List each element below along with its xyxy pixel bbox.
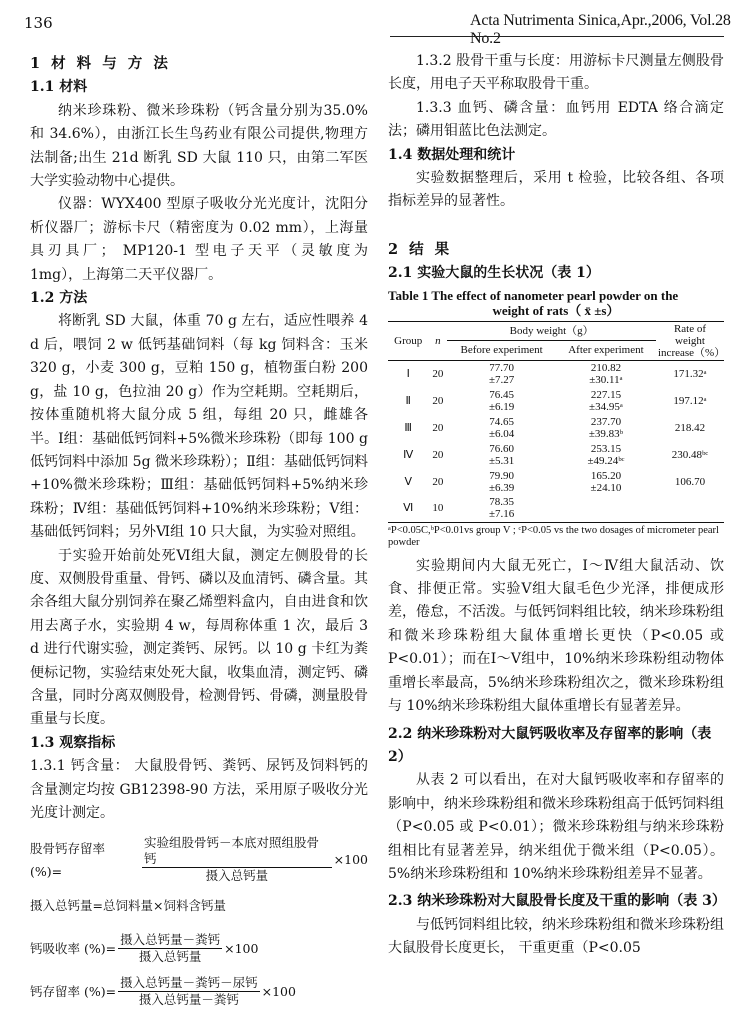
table-cell-n-value: 10	[432, 502, 444, 515]
formula-numerator: 摄入总钙量－粪钙－尿钙	[120, 974, 258, 990]
table-cell-after	[556, 495, 656, 522]
subsection-heading-growth: 2.1 实验大鼠的生长状况（表 1）	[388, 265, 600, 282]
paragraph-statistics: 实验数据整理后，采用 t 检验，比较各组、各项指标差异的显著性。	[388, 170, 724, 210]
formula-numerator: 摄入总钙量－粪钙	[120, 931, 221, 947]
table-cell-before	[447, 414, 556, 441]
paragraph-serum-measure: 1.3.3 血钙、磷含量：血钙用 EDTA 络合滴定法；磷用钼蓝比色法测定。	[388, 99, 724, 140]
table-cell-after-value: ±30.11ᵃ	[589, 373, 623, 386]
table-cell-after	[556, 387, 656, 414]
table-cell-rate	[656, 387, 724, 414]
table-cell-after	[556, 441, 656, 468]
formula-multiplier: ×100	[333, 852, 368, 868]
table-cell-before-value: 76.60	[489, 442, 514, 455]
formula-fraction	[118, 975, 260, 1008]
table-cell-rate	[656, 414, 724, 441]
table-header-rate: Rate of weight increase（%）	[658, 322, 726, 359]
subsection-heading-statistics: 1.4 数据处理和统计	[388, 146, 516, 163]
table-cell-rate-value: 230.48ᵇᶜ	[671, 448, 709, 461]
table-cell-before-value: ±6.04	[488, 427, 515, 440]
table-cell-before	[447, 360, 556, 387]
table-body	[388, 360, 724, 522]
table-cell-after-value: 210.82	[590, 361, 622, 374]
table-cell-group-value: Ⅳ	[403, 448, 414, 461]
table-row	[388, 414, 724, 441]
table-cell-n	[428, 387, 447, 414]
table-row	[388, 468, 724, 495]
table-cell-n	[428, 495, 447, 522]
table-cell-before	[447, 387, 556, 414]
table-cell-rate	[656, 441, 724, 468]
formula-femur-retention	[30, 835, 368, 884]
formula-multiplier: ×100	[261, 983, 296, 999]
table-cell-after-value: 253.15	[590, 442, 622, 455]
table-cell-after	[556, 414, 656, 441]
table-cell-group	[388, 495, 428, 522]
table-cell-after-value: ±39.83ᵇ	[588, 427, 624, 440]
table-cell-group-value: Ⅱ	[405, 394, 411, 407]
table-cell-before-value: ±7.16	[488, 508, 515, 521]
formula-absorption-rate	[30, 932, 368, 965]
page-number: 136	[24, 14, 53, 32]
section-heading-results: 2 结 果	[388, 240, 453, 258]
table-1	[388, 321, 724, 523]
table-header-before: Before experiment	[447, 341, 556, 361]
table-cell-after	[556, 468, 656, 495]
paragraph-instruments: 仪器：WYX400 型原子吸收分光光度计，沈阳分析仪器厂；游标卡尺（精密度为 0.02 mm），上海量具刃具厂； MP120-1 型电子天平（灵敏度为 1mg），上海第二天平仪器厂。	[30, 196, 368, 283]
formula-fraction	[118, 932, 222, 965]
table-cell-n	[428, 360, 447, 387]
right-column	[388, 50, 724, 961]
table-cell-group-value: Ⅰ	[406, 367, 410, 380]
paragraph-femur-measure: 1.3.2 股骨干重与长度：用游标卡尺测量左侧股骨长度，用电子天平称取股骨干重。	[388, 53, 724, 93]
table-cell-n-value: 20	[432, 421, 444, 434]
table-cell-after-value: 227.15	[590, 388, 622, 401]
formula-lhs: 钙吸收率 (%)=	[30, 940, 117, 956]
paragraph-calcium-content: 1.3.1 钙含量： 大鼠股骨钙、粪钙、尿钙及饲料钙的含量测定均按 GB12398-90 方法，采用原子吸收分光光度计测定。	[30, 758, 368, 821]
formula-total-intake: 摄入总钙量=总饲料量×饲料含钙量	[30, 898, 226, 914]
paragraph-growth-results: 实验期间内大鼠无死亡，Ⅰ～Ⅳ组大鼠活动、饮食、排便正常。实验Ⅴ组大鼠毛色少光泽，排便成形差，倦怠，不活泼。与低钙饲料组比较，纳米珍珠粉组和微米珍珠粉组大鼠体重增长更快（P<0.05 或 P<0.01）；而在Ⅰ～Ⅴ组中，10%纳米珍珠粉组动物体重增长率最高，5%纳米珍珠粉组次之，微米珍珠粉组与 10%纳米珍珠粉组大鼠体重增长有显著差异。	[388, 557, 724, 715]
table-cell-group	[388, 441, 428, 468]
formula-lhs: 钙存留率 (%)=	[30, 983, 117, 999]
table-cell-rate	[656, 468, 724, 495]
table-cell-rate-value: 171.32ᵃ	[673, 367, 707, 380]
table-caption-line-1: Table 1 The effect of nanometer pearl powder on the	[388, 287, 679, 303]
table-cell-after-value: ±34.95ᵃ	[589, 400, 623, 413]
table-cell-before-value: 76.45	[489, 388, 514, 401]
table-header-n: n	[428, 321, 447, 360]
section-spacer	[388, 214, 724, 236]
table-cell-n-value: 20	[432, 394, 444, 407]
paragraph-femur-results: 与低钙饲料组比较，纳米珍珠粉组和微米珍珠粉组大鼠股骨长度更长， 干重更重（P<0.05	[388, 916, 724, 957]
subsection-heading-materials: 1.1 材料	[30, 79, 88, 96]
table-cell-n	[428, 468, 447, 495]
table-row	[388, 387, 724, 414]
table-cell-rate	[656, 495, 724, 522]
table-cell-before-value: 78.35	[489, 496, 514, 509]
table-cell-group	[388, 468, 428, 495]
journal-citation: Acta Nutrimenta Sinica,Apr.,2006, Vol.28 No.2	[470, 12, 731, 47]
table-cell-n	[428, 414, 447, 441]
formula-retention-rate	[30, 975, 368, 1008]
table-header-group: Group	[388, 321, 428, 360]
subsection-heading-calcium: 2.2 纳米珍珠粉对大鼠钙吸收率及存留率的影响（表 2）	[388, 725, 712, 765]
table-1-caption	[388, 288, 724, 318]
table-cell-rate-value: 197.12ᵃ	[673, 394, 707, 407]
table-cell-group-value: Ⅴ	[404, 475, 412, 488]
formula-fraction	[142, 835, 332, 884]
subsection-heading-method: 1.2 方法	[30, 290, 88, 307]
table-cell-before	[447, 495, 556, 522]
table-cell-after	[556, 360, 656, 387]
table-cell-before	[447, 441, 556, 468]
table-cell-before-value: 77.70	[489, 361, 514, 374]
paragraph-materials: 纳米珍珠粉、微米珍珠粉（钙含量分别为35.0%和 34.6%），由浙江长生鸟药业有限公司提供,物理方法制备;出生 21d 断乳 SD 大鼠 110 只，由第二军医大学实验动物中心提供。	[30, 102, 368, 190]
table-caption-line-2: weight of rats（ x̄ ±s）	[492, 302, 620, 318]
table-cell-before-value: ±6.19	[488, 400, 515, 413]
table-row	[388, 360, 724, 387]
table-header-body-weight: Body weight（g）	[447, 321, 656, 341]
table-cell-before-value: ±5.31	[488, 454, 515, 467]
table-cell-after-value: ±24.10	[590, 481, 622, 494]
table-cell-before-value: ±7.27	[488, 373, 515, 386]
table-cell-after-value: 165.20	[590, 469, 622, 482]
table-cell-rate	[656, 360, 724, 387]
table-cell-before	[447, 468, 556, 495]
formula-numerator: 实验组股骨钙－本底对照组股骨钙	[142, 835, 332, 868]
table-header-after: After experiment	[556, 341, 656, 361]
table-cell-n-value: 20	[432, 475, 444, 488]
table-cell-before-value: ±6.39	[488, 481, 515, 494]
table-cell-before-value: 79.90	[489, 469, 514, 482]
table-cell-group-value: Ⅲ	[404, 421, 413, 434]
table-cell-n-value: 20	[432, 367, 444, 380]
table-cell-after-value: 237.70	[590, 415, 622, 428]
table-cell-group	[388, 387, 428, 414]
formula-denominator: 摄入总钙量	[205, 868, 269, 884]
formula-lhs: 股骨钙存留率 (%)=	[30, 840, 106, 879]
table-row	[388, 495, 724, 522]
formula-denominator: 摄入总钙量－粪钙	[138, 991, 239, 1007]
header-rule	[390, 36, 724, 37]
table-cell-before-value: 74.65	[489, 415, 514, 428]
table-row	[388, 441, 724, 468]
page-header	[0, 8, 742, 47]
section-heading-methods: 1 材 料 与 方 法	[30, 55, 171, 72]
left-column	[30, 50, 368, 1010]
subsection-heading-indicators: 1.3 观察指标	[30, 734, 116, 751]
formula-multiplier: ×100	[224, 940, 259, 956]
table-cell-group	[388, 414, 428, 441]
formula-denominator: 摄入总钙量	[138, 948, 202, 964]
table-cell-group-value: Ⅵ	[403, 502, 414, 515]
table-cell-after-value: ±49.24ᵇᶜ	[587, 454, 625, 467]
table-cell-n-value: 20	[432, 448, 444, 461]
table-cell-rate-value: 106.70	[674, 475, 706, 488]
paragraph-procedure: 于实验开始前处死Ⅵ组大鼠，测定左侧股骨的长度、双侧股骨重量、骨钙、磷以及血清钙、磷含量。其余各组大鼠分别饲养在聚乙烯塑料盒内，自由进食和饮用去离子水，实验期 4 w，每周称体重 1 次，最后 3 d 进行代谢实验，测定粪钙、尿钙。以 10 g 卡红为粪便标记物，实验结束处死大鼠，收集血清，测定钙、磷含量，同时分离双侧股骨，检测骨钙、骨磷，测量股骨重量与长度。	[30, 547, 368, 728]
table-cell-rate-value: 218.42	[674, 421, 706, 434]
subsection-heading-femur: 2.3 纳米珍珠粉对大鼠股骨长度及干重的影响（表 3）	[388, 893, 726, 910]
paragraph-grouping: 将断乳 SD 大鼠，体重 70 g 左右，适应性喂养 4 d 后，喂饲 2 w 低钙基础饲料（每 kg 饲料含：玉米 320 g，小麦 300 g，豆粕 150 g，植物蛋白粉 200 g，盐 10 g，色拉油 20 g）作为空耗期。空耗期后，按体重随机将大鼠分成 5 组，每组 20 只，雌雄各半。Ⅰ组：基础低钙饲料+5%微米珍珠粉（即每 100 g 低钙饲料中添加 5g 微米珍珠粉）；Ⅱ组：基础低钙饲料+10%微米珍珠粉；Ⅲ组：基础低钙饲料+5%纳米珍珠粉；Ⅳ组：基础低钙饲料+10%纳米珍珠粉；Ⅴ组：基础低钙饲料；另外Ⅵ组 10 只大鼠，为实验对照组。	[30, 313, 368, 541]
table-cell-group	[388, 360, 428, 387]
table-footnote: ᵃP<0.05C,ᵇP<0.01vs group V ; ᶜP<0.05 vs the two dosages of micrometer pearl powder	[388, 524, 719, 548]
paragraph-calcium-results: 从表 2 可以看出，在对大鼠钙吸收率和存留率的影响中，纳米珍珠粉组和微米珍珠粉组高于低钙饲料组（P<0.05 或 P<0.01）；微米珍珠粉组与纳米珍珠粉组相比有显著差异，纳米组优于微米组（P<0.05）。5%纳米珍珠粉组和 10%纳米珍珠粉组差异不显著。	[388, 772, 724, 882]
table-cell-n	[428, 441, 447, 468]
